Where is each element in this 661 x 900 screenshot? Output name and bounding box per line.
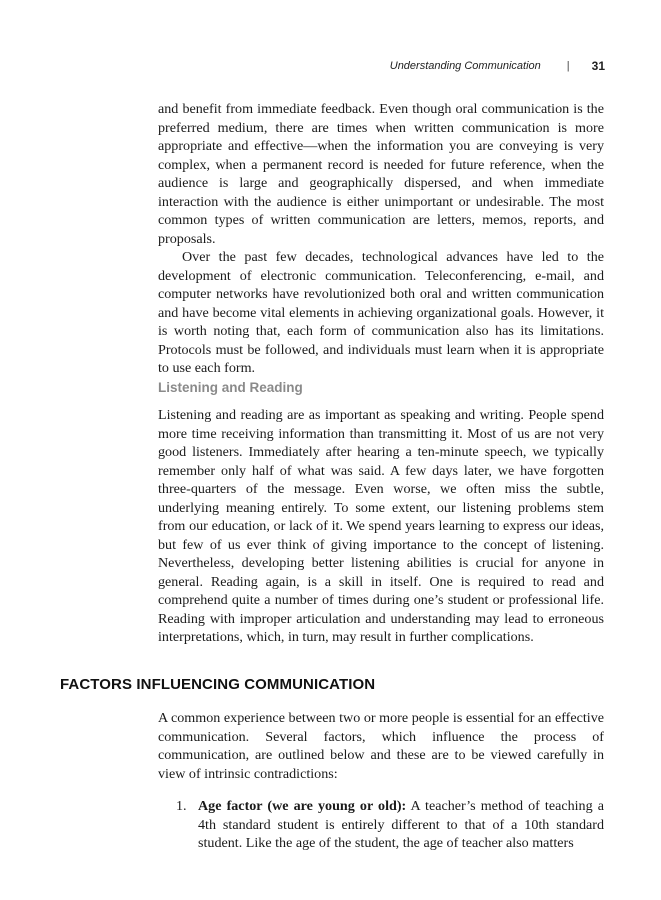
paragraph-listening-reading: Listening and reading are as important as speaking and writing. People spend more time receiving information than transmitting it. Most of us are not very good listeners. Immediately after hearing a ten-minute speech, we typically remember only half of what was said. A few days later, we have forgotten three-quarters of the message. Even worse, we often miss the subtle, underlying meaning entirely. To some extent, our listening problems stem from our education, or lack of it. We spend years learning to express our ideas, but few of us ever think of giving importance to the concept of listening. Nevertheless, developing better listening abilities is crucial for anyone in general. Reading again, is a skill in itself. One is required to read and comprehend quite a number of times during one’s student or professional life. Reading with improper articulation and understanding may lead to erroneous interpretations, which, in turn, may result in further complications. <box>158 407 604 645</box>
list-item-text: A teacher’s method of teaching a 4th standard student is entirely different to that of a 10th standard student. Like the age of the student, the age of teacher also matters <box>198 798 604 851</box>
header-separator: | <box>566 60 570 72</box>
paragraph-written-communication: and benefit from immediate feedback. Even though oral communication is the preferred medium, there are times when written communication is more appropriate and effective—when the information you are conveying is very complex, when a permanent record is needed for future reference, when the audience is large and geographically dispersed, and when immediate interaction with the audience is either unimportant or undesirable. The most common types of written communication are letters, memos, reports, and proposals. <box>158 101 604 247</box>
subheading-listening-reading: Listening and Reading <box>158 380 303 395</box>
body-text-block-3 <box>158 709 604 853</box>
body-text-block-1 <box>158 100 604 378</box>
page-number: 31 <box>591 59 605 73</box>
list-item <box>158 797 604 853</box>
paragraph-electronic-communication: Over the past few decades, technological advances have led to the development of electronic communication. Teleconferencing, e-mail, and computer networks have revolutionized both oral and written communication and have become vital elements in achieving organizational goals. However, it is worth noting that, each form of communication also has its limitations. Protocols must be followed, and individuals must learn when it is appropriate to use each form. <box>158 249 604 376</box>
running-header <box>390 59 605 73</box>
list-item-label: Age factor (we are young or old): <box>198 798 407 814</box>
section-heading: FACTORS INFLUENCING COMMUNICATION <box>60 676 376 693</box>
paragraph-common-experience: A common experience between two or more people is essential for an effective communication. Several factors, which influence the process of communication, are outlined below and these are to be viewed carefully in view of intrinsic contradictions: <box>158 710 604 782</box>
running-title: Understanding Communication <box>389 60 541 72</box>
factors-list <box>158 797 604 853</box>
list-item-number: 1. <box>176 798 187 814</box>
body-text-block-2 <box>158 406 604 647</box>
